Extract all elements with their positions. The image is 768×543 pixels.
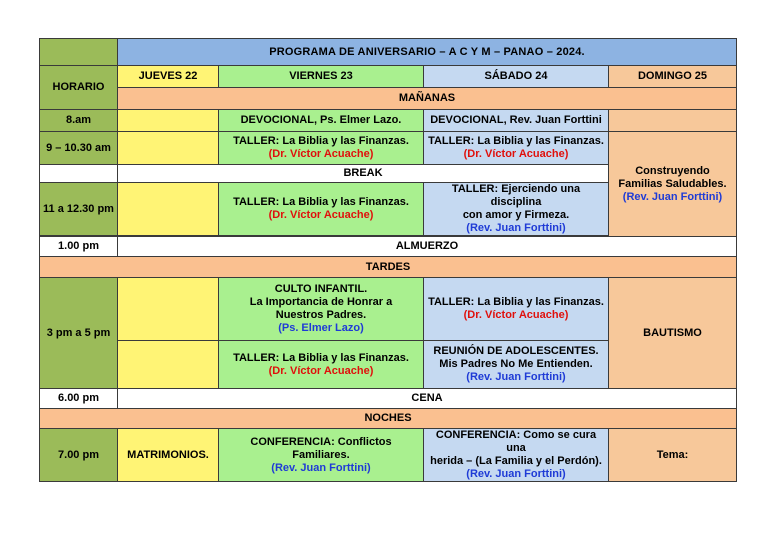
cell-sabado-11am <box>424 183 609 236</box>
cell-text: Tema: <box>656 448 689 461</box>
cell-text: BAUTISMO <box>643 326 702 339</box>
cell-jueves-9am <box>118 132 219 165</box>
cell-viernes-7pm <box>219 429 424 482</box>
cell-text: TALLER: La Biblia y las Finanzas. <box>428 135 604 147</box>
almuerzo-row: ALMUERZO <box>118 237 737 257</box>
cell-speaker: (Dr. Víctor Acuache) <box>268 364 374 377</box>
cell-text: TALLER: La Biblia y las Finanzas. <box>233 196 409 208</box>
cell-jueves-7pm <box>118 429 219 482</box>
corner-cell <box>40 39 118 66</box>
cell-sabado-3pm-b <box>424 341 609 389</box>
cell-jueves-11am <box>118 183 219 236</box>
section-mananas: MAÑANAS <box>118 88 737 110</box>
cell-text: Construyendo <box>635 164 710 177</box>
day-header-viernes: VIERNES 23 <box>219 66 424 88</box>
cell-speaker: (Dr. Víctor Acuache) <box>268 148 374 160</box>
day-header-jueves: JUEVES 22 <box>118 66 219 88</box>
time-6pm: 6.00 pm <box>40 389 118 409</box>
cell-text: DEVOCIONAL, Rev. Juan Forttini <box>430 114 602 126</box>
cell-sabado-8am <box>424 110 609 132</box>
time-11am: 11 a 12.30 pm <box>40 183 118 236</box>
cell-sabado-7pm <box>424 429 609 482</box>
section-tardes: TARDES <box>40 257 737 278</box>
cell-speaker: (Dr. Víctor Acuache) <box>268 209 374 221</box>
section-noches: NOCHES <box>40 409 737 429</box>
cell-speaker: (Rev. Juan Forttini) <box>466 371 566 383</box>
cell-viernes-9am <box>219 132 424 165</box>
cell-jueves-3pm-a <box>118 278 219 341</box>
cell-speaker: (Rev. Juan Forttini) <box>466 222 566 234</box>
cell-domingo-7pm <box>609 429 737 482</box>
time-3pm: 3 pm a 5 pm <box>40 278 118 389</box>
horario-header: HORARIO <box>40 66 118 110</box>
cell-text: CONFERENCIA: Conflictos <box>250 435 392 448</box>
cell-speaker: (Rev. Juan Forttini) <box>271 461 371 474</box>
cell-text: Nuestros Padres. <box>275 309 367 321</box>
cell-text: CULTO INFANTIL. <box>274 283 368 295</box>
cena-row: CENA <box>118 389 737 409</box>
cell-text: Familiares. <box>292 448 350 461</box>
cell-speaker: (Dr. Víctor Acuache) <box>463 309 569 321</box>
cell-text: TALLER: La Biblia y las Finanzas. <box>428 296 604 308</box>
cell-text: La Importancia de Honrar a <box>249 296 393 308</box>
cell-text: Familias Saludables. <box>618 177 727 190</box>
time-9am: 9 – 10.30 am <box>40 132 118 165</box>
cell-text: DEVOCIONAL, Ps. Elmer Lazo. <box>240 114 402 126</box>
cell-sabado-9am <box>424 132 609 165</box>
time-7pm: 7.00 pm <box>40 429 118 482</box>
schedule-table <box>39 38 737 482</box>
cell-jueves-8am <box>118 110 219 132</box>
cell-jueves-3pm-b <box>118 341 219 389</box>
cell-text: TALLER: La Biblia y las Finanzas. <box>233 351 409 364</box>
cell-viernes-11am <box>219 183 424 236</box>
cell-viernes-3pm-a <box>219 278 424 341</box>
cell-text: herida – (La Familia y el Perdón). <box>430 455 602 467</box>
cell-text: TALLER: Ejerciendo una disciplina <box>451 183 581 208</box>
day-header-domingo: DOMINGO 25 <box>609 66 737 88</box>
page-title: PROGRAMA DE ANIVERSARIO – A C Y M – PANAO – 2024. <box>118 39 737 66</box>
cell-domingo-morning <box>609 132 737 237</box>
cell-text: REUNIÓN DE ADOLESCENTES. <box>433 345 599 357</box>
time-1pm: 1.00 pm <box>40 237 118 257</box>
cell-speaker: (Ps. Elmer Lazo) <box>278 322 364 334</box>
cell-speaker: (Dr. Víctor Acuache) <box>463 148 569 160</box>
cell-viernes-8am <box>219 110 424 132</box>
cell-sabado-3pm-a <box>424 278 609 341</box>
time-break-blank <box>40 165 118 183</box>
cell-text: TALLER: La Biblia y las Finanzas. <box>233 135 409 147</box>
cell-speaker: (Rev. Juan Forttini) <box>622 190 723 203</box>
cell-domingo-3pm <box>609 278 737 389</box>
cell-text: Mis Padres No Me Entienden. <box>439 358 593 370</box>
cell-text: CONFERENCIA: Como se cura una <box>435 429 597 454</box>
time-8am: 8.am <box>40 110 118 132</box>
cell-speaker: (Rev. Juan Forttini) <box>466 468 566 480</box>
cell-viernes-3pm-b <box>219 341 424 389</box>
day-header-sabado: SÁBADO 24 <box>424 66 609 88</box>
break-row: BREAK <box>118 165 609 183</box>
cell-domingo-8am <box>609 110 737 132</box>
cell-text: con amor y Firmeza. <box>462 209 570 221</box>
cell-text: MATRIMONIOS. <box>127 448 209 461</box>
